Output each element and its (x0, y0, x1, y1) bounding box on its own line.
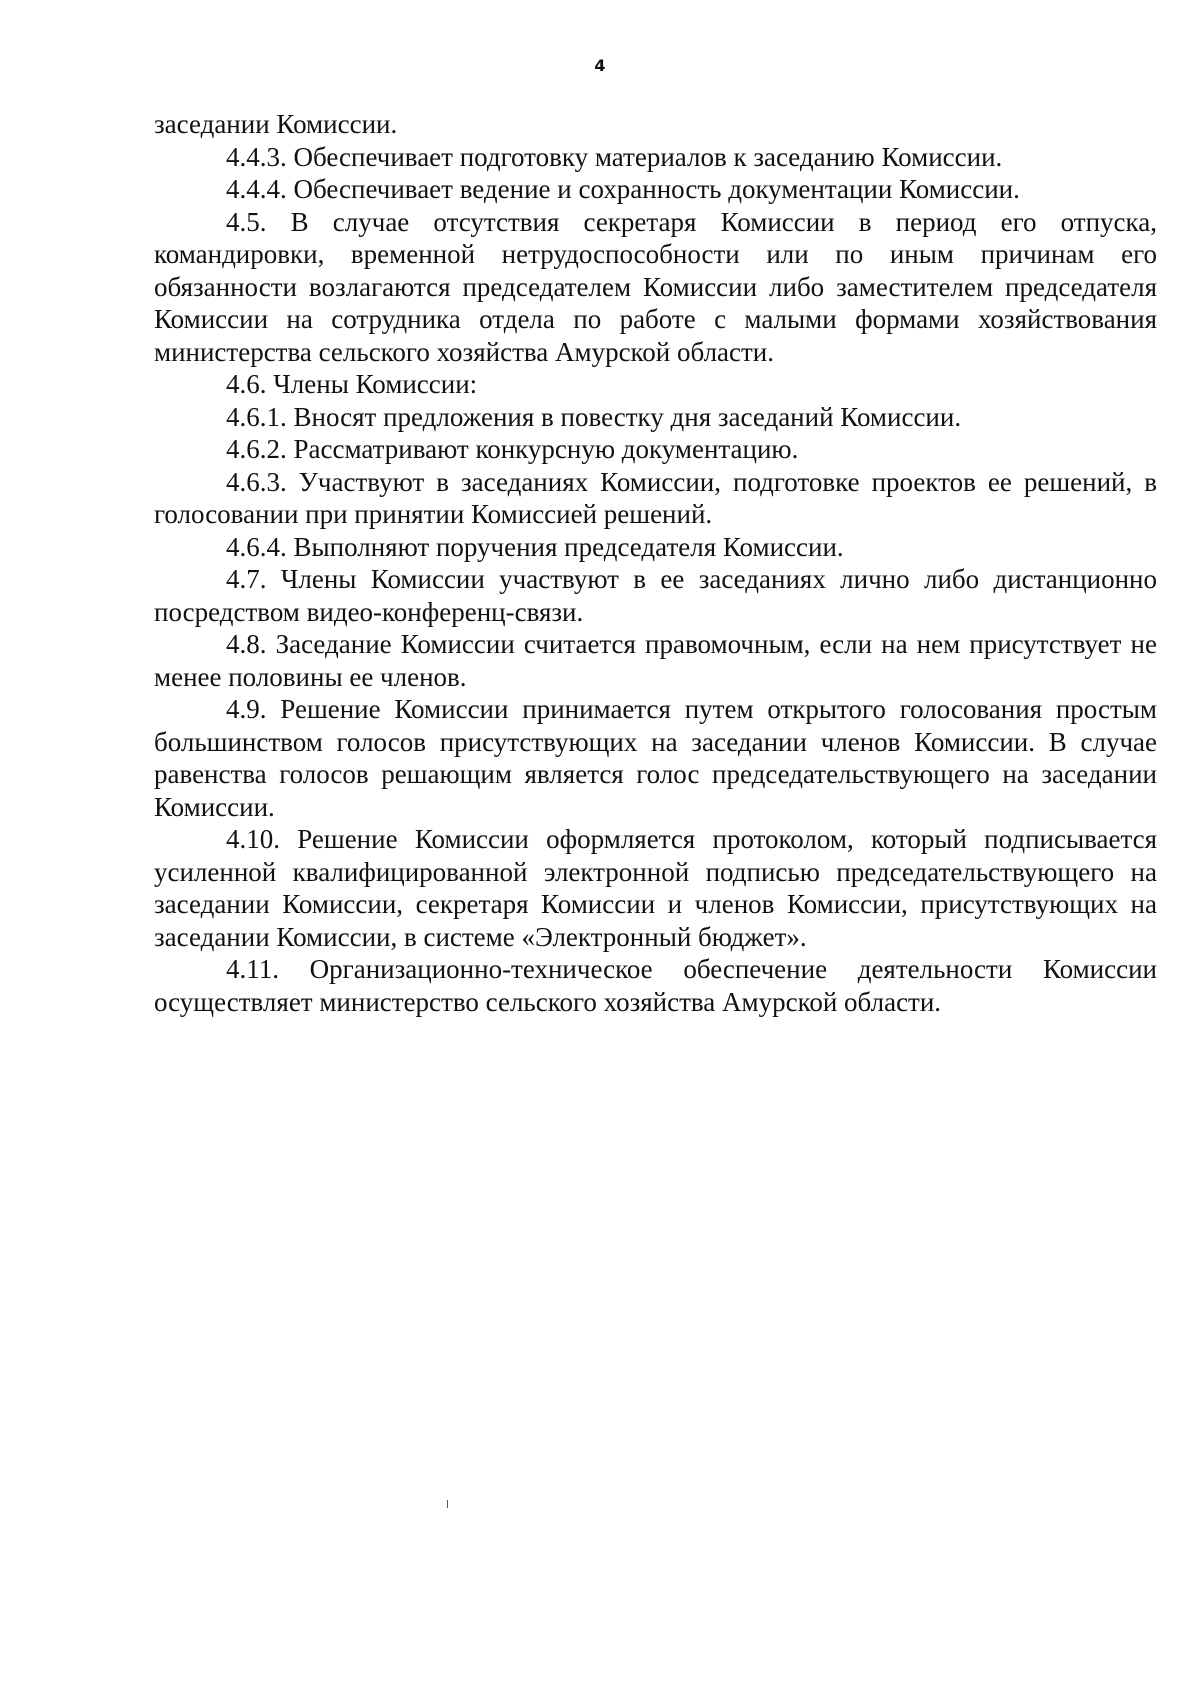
paragraph-4-5: 4.5. В случае отсутствия секретаря Комиссии в период его отпуска, командировки, временной нетрудоспособности или по иным причинам его обязанности возлагаются председателем Комиссии либо заместителем председателя Комиссии на сотрудника отдела по работе с малыми формами хозяйствования министерства сельского хозяйства Амурской области. (154, 206, 1157, 367)
paragraph-4-6-4: 4.6.4. Выполняют поручения председателя Комиссии. (226, 531, 844, 562)
paragraph-4-10: 4.10. Решение Комиссии оформляется протоколом, который подписывается усиленной квалифицированной электронной подписью председательствующего на заседании Комиссии, секретаря Комиссии и членов Комиссии, присутствующих на заседании Комиссии, в системе «Электронный бюджет». (154, 824, 1157, 952)
paragraph-continuation: заседании Комиссии. (154, 109, 398, 139)
paragraph-4-6-3: 4.6.3. Участвуют в заседаниях Комиссии, подготовке проектов ее решений, в голосовании при принятии Комиссией решений. (154, 466, 1157, 529)
scan-artifact-mark (447, 1500, 448, 1508)
paragraph-4-4-4: 4.4.4. Обеспечивает ведение и сохранность документации Комиссии. (226, 174, 1020, 204)
paragraph-4-8: 4.8. Заседание Комиссии считается правомочным, если на нем присутствует не менее половины ее членов. (154, 629, 1157, 692)
paragraph-4-6-2: 4.6.2. Рассматривают конкурсную документацию. (226, 434, 799, 464)
paragraph-4-9: 4.9. Решение Комиссии принимается путем открытого голосования простым большинством голосов присутствующих на заседании членов Комиссии. В случае равенства голосов решающим является голос председательствующего на заседании Комиссии. (154, 694, 1157, 822)
paragraph-4-4-3: 4.4.3. Обеспечивает подготовку материалов к заседанию Комиссии. (226, 141, 1003, 172)
document-body (154, 108, 1157, 1018)
paragraph-4-6-1: 4.6.1. Вносят предложения в повестку дня заседаний Комиссии. (226, 401, 962, 432)
page-number: 4 (594, 56, 606, 75)
paragraph-4-11: 4.11. Организационно-техническое обеспечение деятельности Комиссии осуществляет министерство сельского хозяйства Амурской области. (154, 954, 1157, 1017)
paragraph-4-6: 4.6. Члены Комиссии: (226, 369, 478, 399)
paragraph-4-7: 4.7. Члены Комиссии участвуют в ее заседаниях лично либо дистанционно посредством видео-конференц-связи. (154, 564, 1157, 627)
